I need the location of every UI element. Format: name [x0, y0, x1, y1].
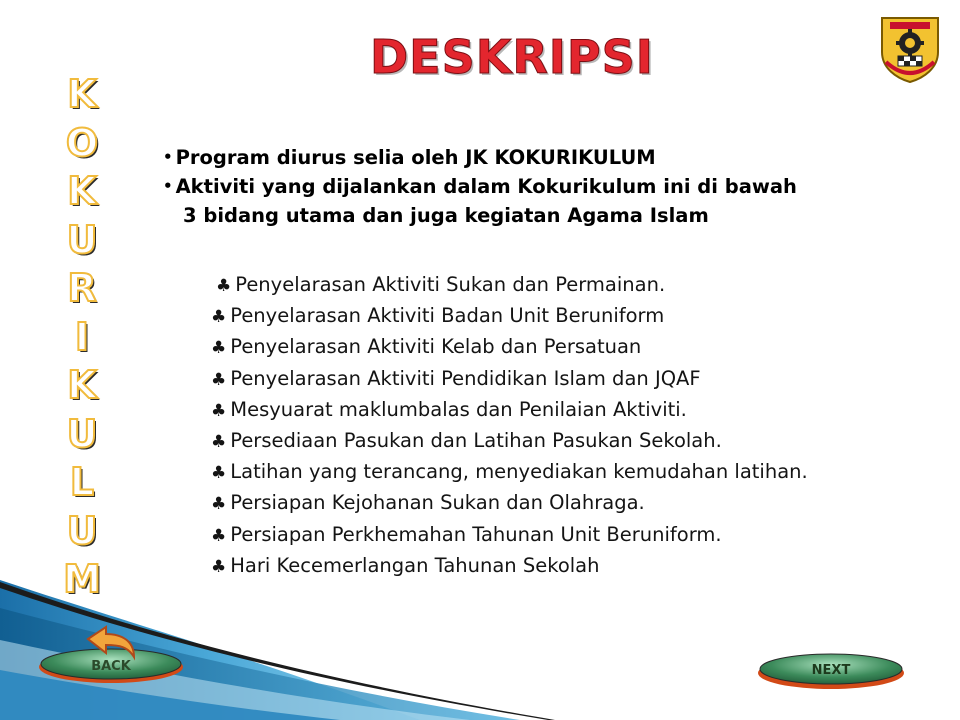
list-item: ♣ Penyelarasan Aktiviti Sukan dan Permainan. — [216, 273, 666, 296]
club-icon: ♣ — [211, 369, 227, 390]
list-item: ♣ Latihan yang terancang, menyediakan kemudahan latihan. — [211, 460, 808, 484]
list-item: ♣ Penyelarasan Aktiviti Badan Unit Beruniform — [211, 304, 665, 328]
side-title-letter: L — [69, 460, 95, 504]
back-button[interactable] — [36, 623, 186, 685]
club-icon: ♣ — [211, 400, 227, 421]
page-title: DESKRIPSI — [370, 30, 654, 84]
side-title-letter: M — [63, 557, 101, 601]
side-title-letter: U — [66, 217, 98, 262]
bullet-aktiviti: • Aktiviti yang dijalankan dalam Kokurikulum ini di bawah — [163, 175, 797, 198]
list-item: ♣ Penyelarasan Aktiviti Kelab dan Persatuan — [211, 335, 642, 359]
back-button-label: BACK — [91, 659, 131, 674]
side-title-letter: K — [67, 169, 97, 213]
club-icon: ♣ — [211, 525, 227, 546]
bullet-program: • Program diurus selia oleh JK KOKURIKULUM — [163, 146, 656, 169]
school-crest-logo — [876, 12, 944, 84]
side-title-letter: O — [65, 120, 99, 165]
list-item: ♣ Persediaan Pasukan dan Latihan Pasukan Sekolah. — [211, 429, 722, 453]
bullet-dot-icon: • — [163, 148, 173, 166]
club-icon: ♣ — [211, 463, 227, 484]
club-icon: ♣ — [211, 307, 227, 328]
list-item: ♣ Penyelarasan Aktiviti Pendidikan Islam dan JQAF — [211, 366, 701, 390]
list-item: ♣ Persiapan Kejohanan Sukan dan Olahraga. — [211, 491, 645, 515]
main-bullets — [163, 143, 923, 230]
club-icon: ♣ — [211, 432, 227, 453]
list-item: ♣ Hari Kecemerlangan Tahunan Sekolah — [211, 553, 600, 577]
side-title-letter: K — [67, 363, 97, 407]
bullet-aktiviti-continuation: 3 bidang utama dan juga kegiatan Agama Islam — [183, 204, 709, 227]
side-title-letter: R — [67, 266, 97, 310]
club-icon: ♣ — [211, 556, 227, 577]
side-title-kokurikulum — [62, 70, 102, 604]
side-title-letter: I — [74, 314, 90, 359]
list-item: ♣ Persiapan Perkhemahan Tahunan Unit Beruniform. — [211, 522, 722, 546]
next-button-label: NEXT — [811, 663, 851, 678]
bullet-dot-icon: • — [163, 177, 173, 195]
list-item: ♣ Mesyuarat maklumbalas dan Penilaian Aktiviti. — [211, 397, 687, 421]
club-icon: ♣ — [211, 338, 227, 359]
club-icon: ♣ — [211, 494, 227, 515]
club-icon: ♣ — [216, 276, 232, 296]
activity-list — [211, 270, 831, 582]
side-title-letter: K — [67, 72, 97, 116]
next-button[interactable] — [755, 650, 907, 690]
side-title-letter: U — [66, 411, 98, 456]
side-title-letter: U — [66, 508, 98, 553]
